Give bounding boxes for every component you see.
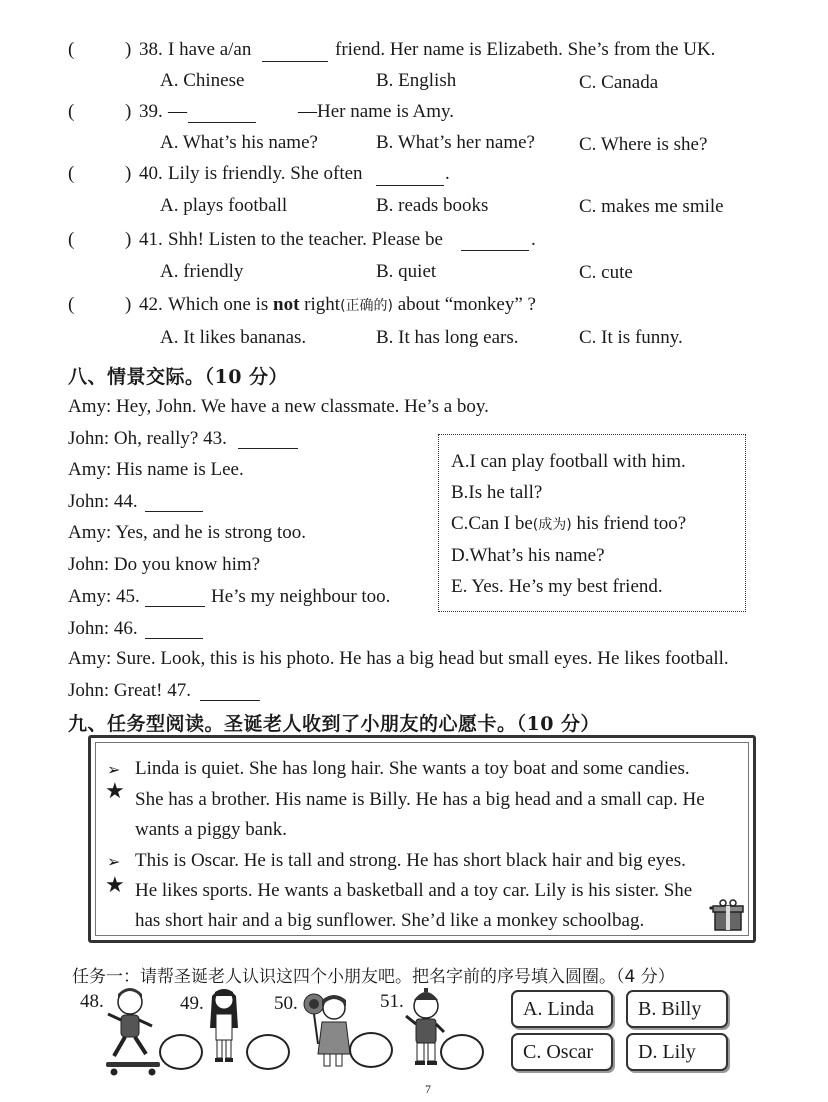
arrow-icon: ➢ [107,854,121,871]
choice-c-text: C.Can I be [451,513,533,534]
answer-paren-open: ( [68,101,75,122]
boy-skateboard-icon [104,984,162,1078]
question-number: 38. [139,39,163,60]
answer-circle-48[interactable] [159,1034,203,1070]
answer-blank-44[interactable] [145,510,203,512]
choice-d: D.What’s his name? [451,545,605,566]
option-a: A. friendly [160,261,244,282]
option-b: B. It has long ears. [376,327,519,348]
choice-b: B.Is he tall? [451,482,543,503]
name-box-a: A. Linda [511,990,613,1028]
question-text-before: Which one is [168,294,269,315]
choices-box [438,434,746,612]
question-text: Lily is friendly. She often [168,163,363,184]
question-text: friend. Her name is Elizabeth. She’s from the UK. [335,39,716,60]
dialogue-line: Amy: Yes, and he is strong too. [68,522,307,543]
dialogue-line: Amy: 45. [68,586,140,607]
question-number: 40. [139,163,163,184]
answer-paren-close: ) [125,39,132,60]
answer-blank[interactable] [188,121,256,123]
option-a: A. What’s his name? [160,132,318,153]
option-b: B. English [376,70,457,91]
chinese-gloss: (正确的) [340,298,393,314]
answer-paren-close: ) [125,163,132,184]
page-number: 7 [425,1082,431,1096]
option-b: B. reads books [376,195,489,216]
option-a: A. Chinese [160,70,245,91]
wish-card [88,735,756,943]
answer-paren-open: ( [68,229,75,250]
option-c: C. Where is she? [579,134,708,155]
kid-number: 49. [180,993,204,1014]
answer-paren-close: ) [125,229,132,250]
question-text: —Her name is Amy. [298,101,455,122]
answer-blank-47[interactable] [200,699,260,701]
girl-sunflower-icon [302,986,352,1070]
answer-circle-49[interactable] [246,1034,290,1070]
option-b: B. quiet [376,261,437,282]
answer-blank[interactable] [376,184,444,186]
question-text: I have a/an [168,39,252,60]
question-number: 39. [139,101,163,122]
kid-number: 50. [274,993,298,1014]
answer-paren-open: ( [68,163,75,184]
bold-keyword: not [273,294,300,315]
answer-blank[interactable] [461,249,529,251]
dialogue-line: Amy: His name is Lee. [68,459,244,480]
answer-paren-close: ) [125,101,132,122]
dialogue-line: John: 44. [68,491,138,512]
option-c: C. Canada [579,72,659,93]
girl-long-hair-icon [206,984,242,1068]
option-a: A. plays football [160,195,288,216]
question-number: 41. [139,229,163,250]
name-box-c: C. Oscar [511,1033,613,1071]
answer-blank-43[interactable] [238,447,298,449]
dialogue-line: John: Great! 47. [68,680,191,701]
answer-paren-close: ) [125,294,132,315]
card-line: She has a brother. His name is Billy. He has a big head and a small cap. He [135,789,705,810]
question-text-mid: right [304,294,341,315]
question-text: . [531,229,536,250]
question-text: . [445,163,450,184]
kid-number: 48. [80,991,104,1012]
question-text: — [168,101,187,122]
answer-paren-open: ( [68,39,75,60]
dialogue-line: John: 46. [68,618,138,639]
question-text [168,294,536,316]
option-c: C. cute [579,262,633,283]
choice-c-after: his friend too? [576,513,687,534]
star-icon: ★ [105,872,125,897]
answer-circle-50[interactable] [349,1032,393,1068]
option-c: C. makes me smile [579,196,724,217]
choice-e: E. Yes. He’s my best friend. [451,576,663,597]
answer-blank-45[interactable] [145,605,205,607]
answer-circle-51[interactable] [440,1034,484,1070]
answer-paren-open: ( [68,294,75,315]
section-9-title: 九、任务型阅读。圣诞老人收到了小朋友的心愿卡。（10 分） [68,713,601,735]
dialogue-line: Amy: Hey, John. We have a new classmate. He’s a boy. [68,396,489,417]
name-box-b: B. Billy [626,990,728,1028]
star-icon: ★ [105,778,125,803]
option-b: B. What’s her name? [376,132,535,153]
name-box-d: D. Lily [626,1033,728,1071]
card-line: He likes sports. He wants a basketball and a toy car. Lily is his sister. She [135,880,693,901]
choice-a: A.I can play football with him. [451,451,686,472]
kid-number: 51. [380,991,404,1012]
choice-c [451,513,686,535]
dialogue-line: John: Oh, really? 43. [68,428,227,449]
answer-blank-46[interactable] [145,637,203,639]
question-text-after: about “monkey” ? [397,294,536,315]
arrow-icon: ➢ [107,762,121,779]
dialogue-line-after: He’s my neighbour too. [211,586,391,607]
gift-icon [709,898,745,932]
chinese-gloss: (成为) [532,517,572,533]
section-8-title: 八、情景交际。（10 分） [68,366,289,388]
dialogue-line: Amy: Sure. Look, this is his photo. He has a big head but small eyes. He likes football. [68,648,729,669]
card-line: This is Oscar. He is tall and strong. He has short black hair and big eyes. [135,850,686,871]
card-line: has short hair and a big sunflower. She’d like a monkey schoolbag. [135,910,645,931]
option-c: C. It is funny. [579,327,683,348]
answer-blank[interactable] [262,60,328,62]
card-line: wants a piggy bank. [135,819,287,840]
option-a: A. It likes bananas. [160,327,307,348]
card-line: Linda is quiet. She has long hair. She wants a toy boat and some candies. [135,758,690,779]
dialogue-line: John: Do you know him? [68,554,261,575]
question-number: 42. [139,294,163,315]
question-text: Shh! Listen to the teacher. Please be [168,229,443,250]
task-1-instruction: 任务一：请帮圣诞老人认识这四个小朋友吧。把名字前的序号填入圆圈。（4 分） [72,967,675,987]
